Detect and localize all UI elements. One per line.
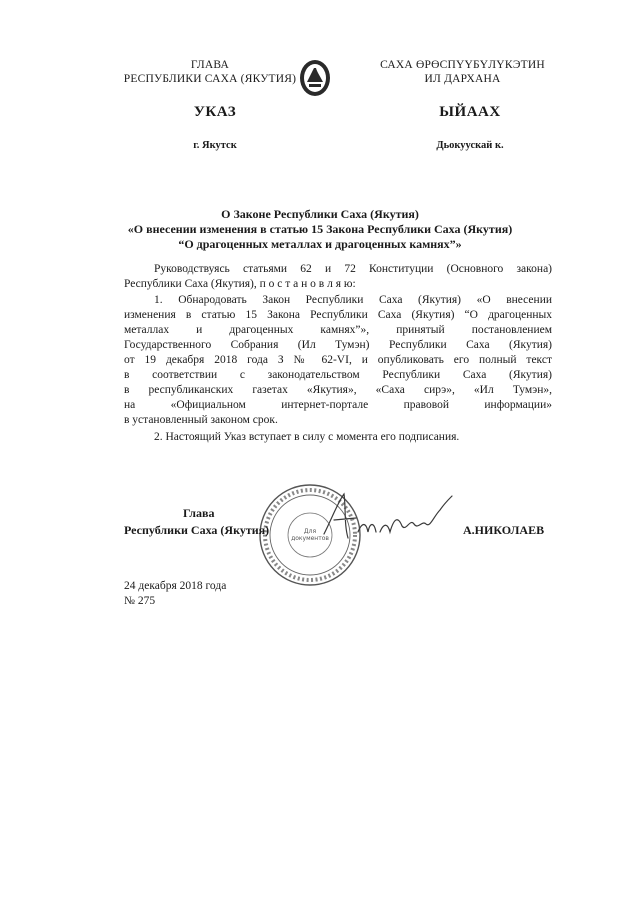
preamble-line2: Республики Саха (Якутия), п о с т а н о в л я ю:: [124, 278, 356, 290]
city-left: г. Якутск: [193, 140, 237, 151]
emblem: [298, 58, 332, 98]
item1-line5: от 19 декабря 2018 года З № 62-VI, и опубликовать его полный текст: [124, 354, 552, 366]
item1-line7: в республиканских газетах «Якутия», «Саха сирэ», «Ил Тумэн»,: [124, 384, 552, 396]
header-left: [120, 58, 300, 86]
city-right: Дьокуускай к.: [436, 140, 504, 151]
doc-type-right: ЫЙААХ: [439, 104, 501, 120]
header-left-line1: ГЛАВА: [190, 59, 230, 71]
header-right: [370, 58, 555, 86]
item1-line1: 1. Обнародовать Закон Республики Саха (Якутия) «О внесении: [154, 294, 552, 306]
signatory-title-line1: Глава: [183, 506, 215, 520]
signatory-title-line2: Республики Саха (Якутия): [124, 523, 270, 537]
coat-of-arms-icon: [298, 58, 332, 98]
item1-line8: на «Официальном интернет-портале правовой информации»: [124, 399, 552, 411]
header-left-line2: РЕСПУБЛИКИ САХА (ЯКУТИЯ): [123, 73, 297, 85]
item2: 2. Настоящий Указ вступает в силу с момента его подписания.: [154, 431, 460, 443]
document-title: [0, 207, 640, 252]
item1-line9: в установленный законом срок.: [124, 414, 278, 426]
header-right-line1: САХА ӨРӨСПҮҮБҮЛҮКЭТИН: [380, 59, 545, 71]
doc-type-left: УКАЗ: [193, 104, 237, 120]
item1-line2: изменения в статью 15 Закона Республики Саха (Якутия) “О драгоценных: [124, 309, 552, 321]
signatory-name: А.НИКОЛАЕВ: [463, 523, 545, 537]
stamp-text: Для документов: [291, 528, 329, 542]
header-right-line2: ИЛ ДАРХАНА: [424, 73, 501, 85]
item1-line6: в соответствии с законодательством Республики Саха (Якутия): [124, 369, 552, 381]
item1-line4: Государственного Собрания (Ил Тумэн) Республики Саха (Якутия): [124, 339, 552, 351]
title-line3: “О драгоценных металлах и драгоценных камнях”»: [178, 237, 462, 251]
handwritten-signature: [318, 488, 458, 550]
title-line2: «О внесении изменения в статью 15 Закона Республики Саха (Якутия): [127, 222, 513, 236]
preamble-line1: Руководствуясь статьями 62 и 72 Конституции (Основного закона): [154, 263, 552, 275]
document-body: [124, 262, 552, 445]
title-line1: О Законе Республики Саха (Якутия): [221, 207, 419, 221]
signature-icon: [318, 488, 458, 550]
document-date: 24 декабря 2018 года: [124, 580, 227, 592]
item1-line3: металлах и драгоценных камнях”», принятый постановлением: [124, 324, 552, 336]
document-number: № 275: [124, 595, 156, 607]
